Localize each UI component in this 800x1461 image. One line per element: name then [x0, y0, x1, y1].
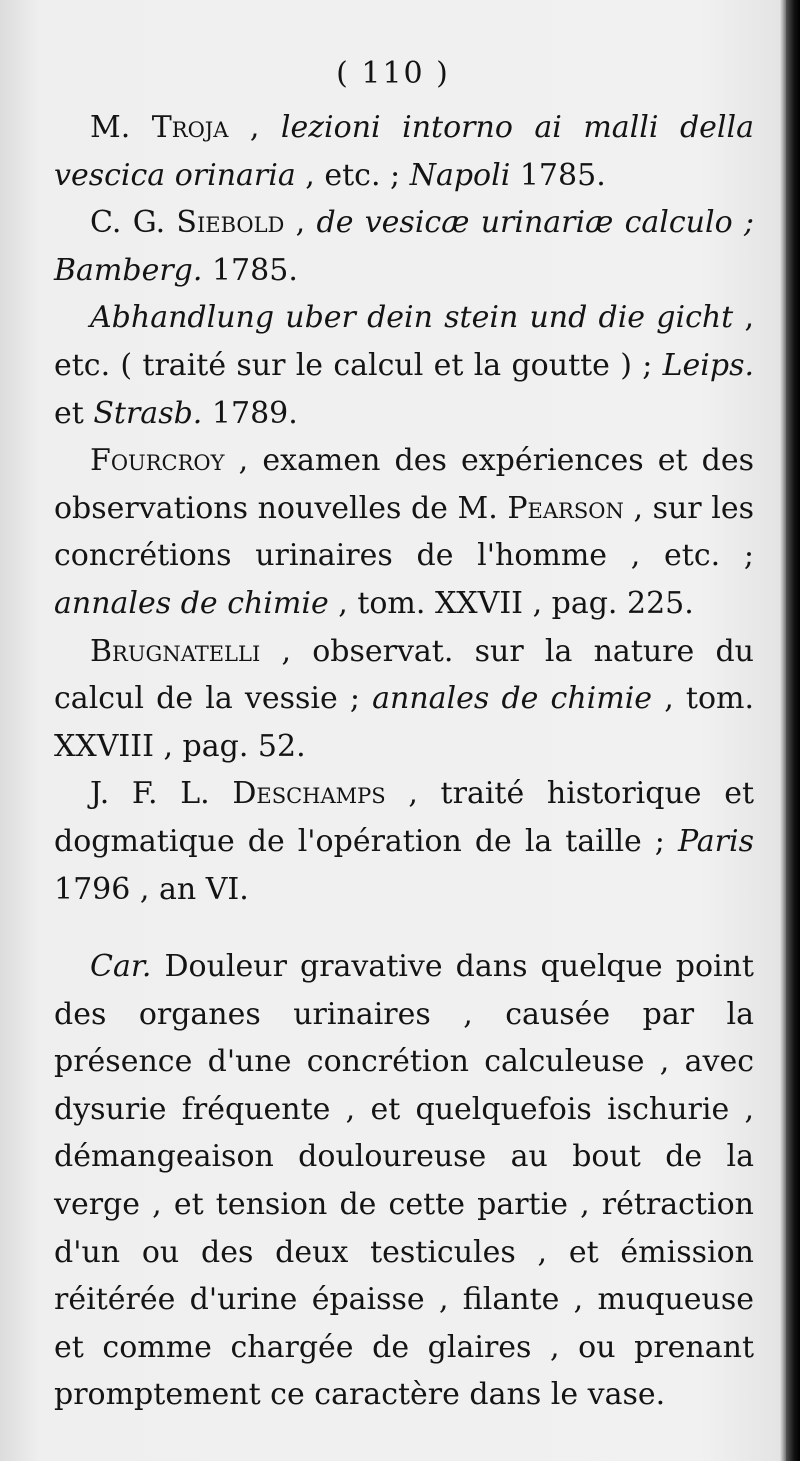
reference-author: Brugnatelli [90, 633, 261, 669]
reference-author: M. Troja [90, 110, 229, 145]
reference-year: 1785. [211, 252, 298, 288]
reference-troja: M. Troja , lezioni intorno ai malli della vescica orinaria , etc. ; Napoli 1785. [54, 110, 754, 193]
reference-year: 1796 , an VI. [54, 871, 249, 907]
reference-place: Leips. [662, 347, 754, 383]
reference-siebold: C. G. Siebold , de vesicæ urinariæ calculo ; Bamberg. 1785. [54, 205, 755, 288]
page-number: ( 110 ) [336, 56, 450, 91]
reference-title: Abhandlung uber dein stein und die gicht [90, 300, 734, 336]
reference-details: tom. XXVIII , pag. 52. [54, 681, 754, 764]
reference-author: C. G. Siebold [90, 205, 285, 241]
reference-place: Bamberg. [54, 252, 203, 288]
characteristic-text: Douleur gravative dans quelque point des organes urinaires , causée par la présence d'une concrétion calculeuse , avec dysurie fréquente , et quelquefois ischurie , démangeaison douloureuse au bout de la verge , et tension de cette partie , rétraction d'un ou des deux testicules , et émission réitérée d'urine épaisse , filante , muqueuse et comme chargée de glaires , ou prenant promptement ce caractère dans le vase. [54, 949, 754, 1413]
reference-person: Pearson [507, 490, 624, 526]
characteristic-label: Car. [90, 949, 152, 985]
reference-title: lezioni intorno ai malli della vescica orinaria [54, 110, 754, 193]
reference-conjunction: et [54, 395, 84, 431]
reference-journal: annales de chimie [372, 681, 653, 717]
reference-deschamps: J. F. L. Deschamps , traité historique et dogmatique de l'opération de la taille ; Paris 1796 , an VI. [54, 776, 755, 907]
reference-text: traité historique et dogmatique de l'opération de la taille ; [54, 776, 755, 859]
reference-brugnatelli: Brugnatelli , observat. sur la nature du calcul de la vessie ; annales de chimie , tom. XXVIII , pag. 52. [54, 633, 754, 764]
reference-text: observat. sur la nature du calcul de la vessie ; [54, 633, 754, 717]
book-spine-shadow [786, 0, 800, 1461]
reference-details: etc. ; [324, 157, 401, 193]
reference-details: etc. ( traité sur le calcul et la goutte ) ; [54, 347, 653, 383]
reference-year: 1785. [519, 157, 606, 193]
reference-title: de vesicæ urinariæ calculo ; [316, 205, 755, 241]
reference-place: Paris [677, 823, 754, 859]
reference-author: J. F. L. Deschamps [90, 776, 386, 812]
reference-abhandlung: Abhandlung uber dein stein und die gicht , etc. ( traité sur le calcul et la goutte ) ; Leips. et Strasb. 1789. [54, 300, 754, 431]
reference-journal: annales de chimie [54, 585, 329, 621]
reference-text: sur les concrétions urinaires de l'homme , etc. ; [54, 490, 754, 574]
characteristic-paragraph [54, 943, 754, 1419]
reference-fourcroy: Fourcroy , examen des expériences et des observations nouvelles de M. Pearson , sur les concrétions urinaires de l'homme , etc. ; annales de chimie , tom. XXVII , pag. 225. [54, 443, 755, 621]
reference-year: 1789. [211, 395, 298, 431]
reference-details: tom. XXVII , pag. 225. [357, 585, 694, 621]
reference-place: Strasb. [93, 395, 203, 431]
page-body [54, 104, 754, 1419]
reference-place: Napoli [409, 157, 511, 193]
reference-text: examen des expériences et des observations nouvelles de M. [54, 443, 755, 526]
reference-author: Fourcroy [90, 443, 225, 479]
